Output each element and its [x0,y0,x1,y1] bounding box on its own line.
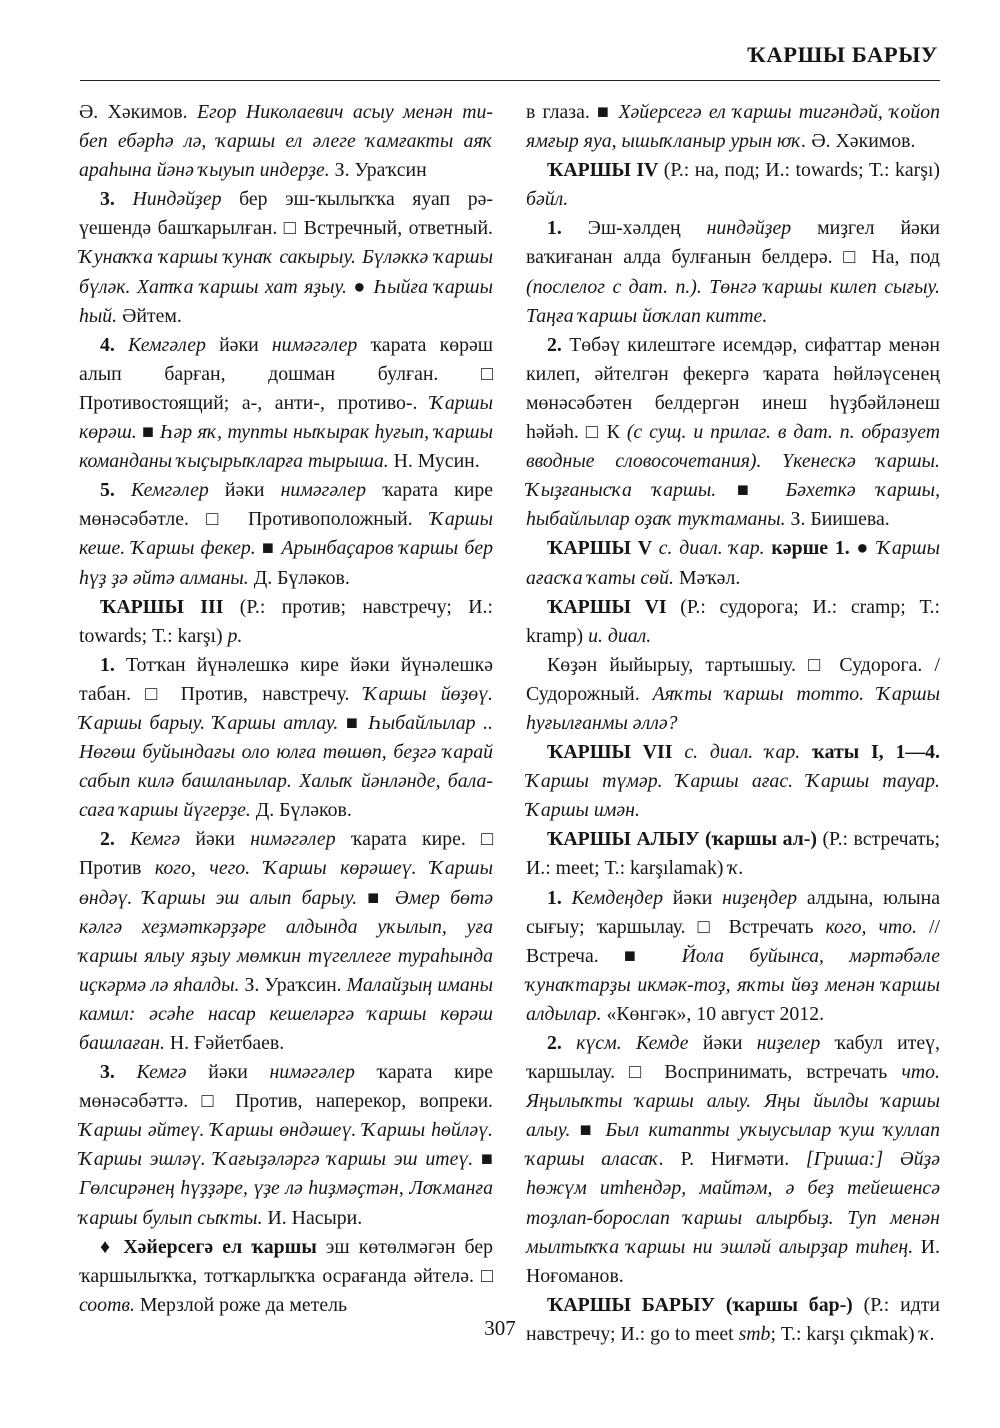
body-text: ■ [136,421,160,444]
body-text: йәки [205,333,272,356]
body-text: ҡабул итеү, ҡаршылау. [526,1032,940,1084]
body-text: Н. Мусин. [388,450,480,473]
right-paragraph [526,825,940,883]
right-paragraph [526,331,940,535]
translation-marker: □ [843,246,861,269]
body-text: Воспринимать, встречать [650,1061,902,1084]
italic-text: күсм. [576,1032,622,1054]
italic-text: соотв. [79,1293,135,1316]
headword-text: ҠАРШЫ III [100,595,224,618]
body-text: З. Биишева. [785,508,890,531]
italic-text: что. [901,1061,940,1084]
body-text: алдына, юлына сығыу; ҡаршылау. [526,886,940,938]
italic-text: нимәгәлер [271,333,358,356]
italic-text: Ҡаршы көрәш. [79,391,493,444]
body-text: Н. Ғәйетбаев. [164,1032,285,1054]
left-paragraph [79,98,493,185]
italic-text: Кемгәлер [130,479,209,502]
italic-text: Кемгә [130,828,181,851]
right-paragraph [526,214,940,330]
headword-text: ♦ Хәйерсегә ел ҡаршы [100,1235,317,1258]
italic-text: Хәйерсегә ел ҡаршы тигәндәй, ҡойоп ямғыр яуа, ышыҡланыр урын юҡ. [526,101,940,153]
body-text: Әйтем. [117,304,182,327]
translation-marker: □ [481,828,494,851]
headword-text: 2. [547,1032,577,1054]
italic-text: Яңылыҡты ҡаршы алыу. Яңы йылды ҡаршы алыу. [526,1090,940,1142]
body-text [672,741,684,763]
right-paragraph [526,651,940,738]
italic-text: [Гриша:] Әйҙә һөжүм итһендәр, майтәм, ә беҙ тейешенсә тоҙлап-борослап ҡаршы алырбыҙ. Туп менән мылтыҡҡа ҡаршы ни эшләй алырҙар тиһең. [526,1148,940,1258]
body-text: ҡарата кире. [335,828,482,851]
italic-text: Кемгә [136,1061,187,1084]
body-text: миҙгел йәки ваҡиғанан алда булғанын белдерә. [526,217,941,269]
body-text: Противостоящий; а-, анти-, противо-. [79,391,431,414]
body-text: И. Ноғоманов. [526,1235,940,1287]
body-text: Көҙән йыйырыу, тартышыу. [547,653,809,676]
body-text: Мерзлой роже да метель [134,1293,348,1316]
italic-text: smb [738,1322,771,1345]
body-text: Ә. Хәкимов. [806,130,916,153]
page-header [80,40,940,81]
body-text [800,741,812,763]
translation-marker: □ [206,508,231,531]
right-paragraph [526,534,940,592]
headword-text: 1. [547,217,588,240]
italic-text: Ҡаршы түмәр. Ҡаршы ағас. Ҡаршы тауар. Ҡаршы имән. [526,770,940,822]
translation-marker: □ [145,682,167,705]
italic-text: Йола буйынса, мәртәбәле ҡунаҡтарҙы икмәк-тоҙ, яҡты йөҙ менән ҡаршы алдылар. [526,944,940,1025]
italic-text: Ҡаршы әйтеү. Ҡаршы өндәшеү. Ҡаршы һөйләү. Ҡаршы эшләү. Ҡағыҙәләргә ҡаршы эш итеү. [79,1119,493,1171]
headword-text: ҠАРШЫ АЛЫУ (ҡаршы ал-) [547,828,817,851]
italic-text: бәйл. [526,188,569,211]
italic-text: ниндәйҙер [706,217,792,240]
italic-text: (с сущ. и прилаг. в дат. п. образует вводные словосочетания). [526,421,941,473]
italic-text: Кемде [635,1032,689,1054]
body-text: Төбәү килештәге исемдәр, сифаттар менән килеп, әйтелгән фекергә ҡарата һөйләүсенең мөнәсәбәтен белдергән инеш һүҙбәйләнеш һәйәһ. [526,333,940,444]
body-text: Д. Бүләков. [250,799,352,822]
italic-text: нимәгәлер [250,828,336,851]
translation-marker: □ [629,1061,651,1084]
headword-text: 2. [547,333,570,356]
italic-text: ҡ. [728,857,744,880]
right-paragraph [526,884,940,1029]
italic-text: Һәр яҡ, тупты ныҡырак һуғып, ҡаршы команданы ҡыҫырыҡларға тырыша. [79,421,493,473]
headword-text: ҠАРШЫ V [547,537,652,560]
headword-text: кәрше 1. [771,537,850,560]
italic-text: кого, чего. [154,857,251,880]
italic-text: Кемдеңдер [571,886,663,909]
italic-text: Һыбайлылар .. Нөгөш буйындағы оло юлға төшөп, беҙгә ҡарай сабып килә башланылар. Халыҡ йәнләнде, бала-саға ҡаршы йүгерҙе. [79,711,494,822]
italic-text: Ниндәйҙер [132,188,222,211]
body-text [761,450,782,472]
italic-text: Һыйға ҡаршы һый. [79,275,493,327]
body-text: (Р.: на, под; И.: towards; Т.: karşı) [658,159,940,182]
body-text: Против [79,857,155,880]
body-text: Тотҡан йүнәлешкә кире йәки йүнәлешкә табан. [79,653,493,705]
italic-text: Бәхеткә ҡаршы, һыбайлылар оҙаҡ туҡтаманы. [526,479,941,531]
body-text: йәки [208,479,281,502]
body-text: ■ [338,711,369,734]
right-paragraph [526,156,940,214]
right-paragraph [526,1029,940,1291]
headword-text: ҡаты I, 1—4. [812,741,940,764]
translation-marker: □ [201,1090,222,1113]
body-text: ҡарата көрәш алып барған, дошман булған. [79,333,494,385]
body-text: «Көнгәк», 10 август 2012. [601,1002,825,1025]
left-paragraph [79,1233,493,1320]
left-paragraph [79,1058,493,1233]
italic-text: Ҡаршы көрәшеү. Ҡаршы өндәү. Ҡаршы эш алып барыу. [79,857,493,909]
body-text: йәки [688,1032,757,1054]
right-paragraph [526,98,940,156]
italic-text: Ҡаршы кеше. Ҡаршы фекер. [79,508,493,560]
body-text: Судорога. / Судорожный. [526,653,940,705]
headword-text: 4. [100,333,129,356]
italic-text: Кемгәлер [128,333,206,356]
body-text: Против, наперекор, вопреки. [221,1090,493,1113]
headword-text: ҠАРШЫ IV [547,159,659,182]
italic-text: Арынбаҫаров ҡаршы бер һүҙ ҙә әйтә алманы. [79,537,493,589]
headword-text: 3. [100,1061,137,1084]
body-text: Д. Бүләков. [248,566,350,589]
body-text: Встречный, ответный. [297,217,493,240]
headword-text: 5. [100,479,131,502]
italic-text: Әмер бөтә кәлгә хеҙмәткәрҙәре алдында уҡылып, уға ҡаршы ялыу яҙыу мөмкин түгеллеге тураһында иҫкәрмә лә яһалды. [79,886,494,996]
body-text: ; Т.: karşı çıkmak) [770,1322,920,1345]
body-text: Р. Ниғмәти. [663,1148,806,1171]
translation-marker: □ [481,1264,493,1287]
body-text: эш көтөлмәгән бер ҡаршылыҡҡа, тотҡарлыҡҡа осрағанда әйтелә. [79,1235,494,1287]
left-paragraph [79,825,493,1058]
body-text: На, под [860,246,941,269]
headword-text: ҠАРШЫ БАРЫУ (ҡаршы бар-) [547,1293,853,1316]
body-text: (Р.: судорога; И.: cramp; Т.: kramp) [526,595,940,647]
body-text: в глаза. ■ [526,101,619,123]
body-text: ■ [255,537,282,560]
italic-text: ниҙелер [756,1032,821,1054]
headword-text: 1. [100,653,127,676]
left-paragraph [79,651,493,826]
body-text: йәки [180,828,251,851]
italic-text: (послелог с дат. п.). [526,275,702,298]
body-text: ҡарата кире мөнәсәбәттә. [79,1061,493,1113]
body-text: Эш-хәлдең [587,217,707,240]
body-text: ● [849,537,878,560]
body-text: ҡарата кире мөнәсәбәтле. [79,479,494,531]
translation-marker: □ [808,653,828,676]
italic-text: с. диал. ҡар. [658,537,765,560]
headword-text: 3. [100,188,133,211]
left-paragraph [79,331,493,476]
body-text: К [599,421,627,444]
body-text: Против, навстречу. [166,682,364,705]
italic-text: нимәгәлер [280,479,366,502]
body-text [250,857,264,879]
italic-text: ниҙеңдер [722,886,798,909]
translation-marker: □ [481,362,493,385]
italic-text: с. диал. ҡар. [684,741,801,764]
translation-marker: □ [585,421,600,444]
body-text: ■ [357,886,395,909]
headword-text: 1. [547,886,572,909]
left-paragraph [79,593,493,651]
body-text: бер эш-ҡылыҡҡа яуап рә-үешендә башҡарылған. [79,188,493,240]
translation-marker: □ [697,915,717,938]
translation-marker: □ [283,217,298,240]
body-text: Ә. Хәкимов. [79,101,197,123]
italic-text: Егор Николаевич асыу менән ти-беп ебәрһә лә, ҡаршы ел әлеге ҡамғакты аяҡ араһына йәнә ҡыуып индерҙе. [79,101,494,182]
running-head: ҠАРШЫ БАРЫУ [747,42,938,67]
left-paragraph [79,476,493,592]
headword-text: ҠАРШЫ VI [547,595,667,618]
body-text: Противоположный. [230,508,431,531]
body-text: ● [346,275,374,298]
italic-text: ҡ. [919,1322,935,1345]
body-text: (Р.: против; навстречу; И.: towards; Т.: karşı) [79,595,493,647]
body-text [652,537,659,559]
page-number: 307 [484,1316,516,1340]
body-text: йәки [186,1061,270,1084]
body-text: йәки [662,886,723,909]
body-text: ■ [570,1119,606,1142]
italic-text: р. [227,624,243,647]
italic-text: Ҡаршы ағасҡа ҡаты сөй. [526,537,941,589]
body-text: ■ [473,1148,493,1171]
body-text: И. Насыри. [262,1206,363,1229]
italic-text: Төнгә ҡаршы килеп сығыу. Таңға ҡаршы йоҡлап китте. [526,275,940,327]
italic-text: и. диал. [588,624,652,647]
body-text: (Р.: встречать; И.: meet; Т.: karşılamak) [526,828,940,880]
italic-text: Үкенескә ҡаршы. Ҡыҙғанысҡа ҡаршы. [526,450,940,502]
body-text: ■ [716,479,786,502]
right-paragraph [526,593,940,651]
left-column [79,98,493,1320]
italic-text: Ҡаршы йөҙөү. Ҡаршы барыу. Ҡаршы атлау. [79,682,494,734]
right-column [526,98,940,1349]
italic-text: Гөлсирәнең һүҙҙәре, үҙе лә һиҙмәҫтән, Лоҡманға ҡаршы булып сыҡты. [79,1177,493,1229]
body-text: Встречать [716,915,826,938]
body-text: З. Ураҡсин [329,159,427,182]
italic-text: Ҡунаҡҡа ҡаршы ҡунаҡ сакырыу. Бүләккә ҡаршы бүләк. Хатҡа ҡаршы хат яҙыу. [79,246,493,298]
left-paragraph [79,185,493,330]
body-text: (Р.: идти навстречу; И.: go to meet [526,1293,941,1345]
italic-text: Был китапты уҡыусылар ҡуш ҡуллап ҡаршы алаcаҡ. [526,1119,941,1171]
headword-text: 2. [100,828,131,851]
body-text: Мәҡәл. [674,566,741,589]
body-text: // Встреча. ■ [526,915,941,967]
right-paragraph [526,738,940,825]
body-text [622,1032,636,1054]
italic-text: кого, что. [825,915,918,938]
italic-text: Малайҙың иманы камил: әсәһе насар кешеләргә ҡаршы көрәш башлаған. [79,973,493,1054]
italic-text: нимәгәлер [269,1061,355,1084]
headword-text: ҠАРШЫ VII [547,741,673,764]
italic-text: Аяҡты ҡаршы тотто. Ҡаршы һуғылғанмы әллә? [526,682,941,734]
body-text: З. Ураҡсин. [239,973,347,996]
